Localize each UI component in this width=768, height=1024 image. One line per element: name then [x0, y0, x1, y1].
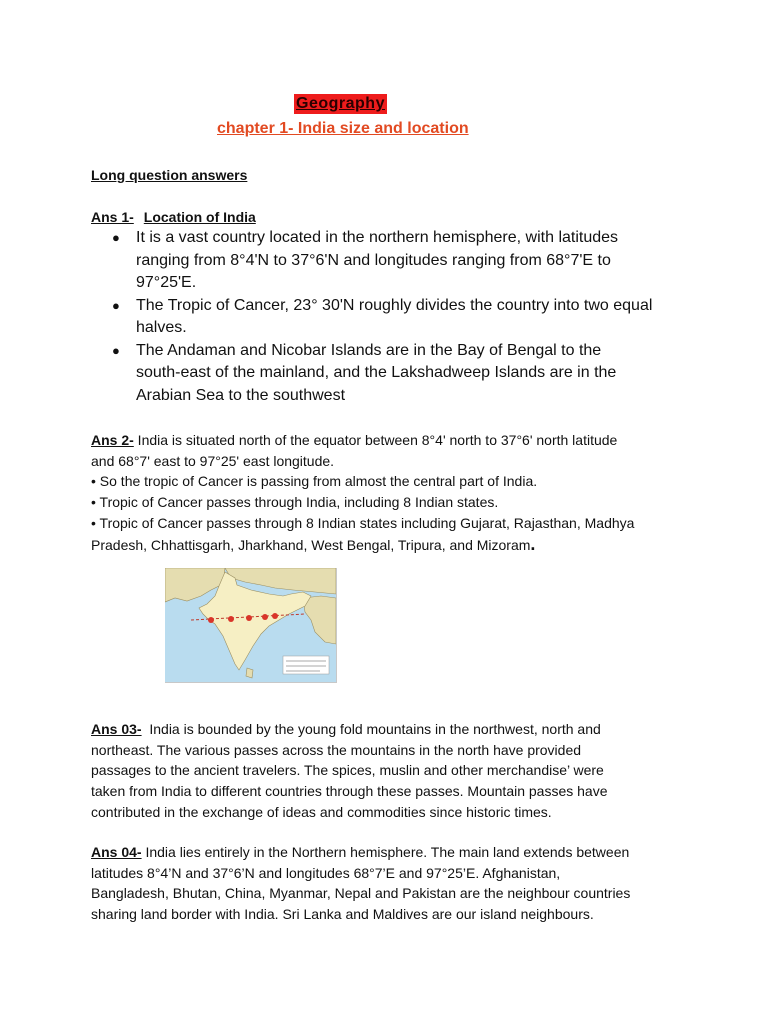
map-marker: [262, 614, 268, 620]
bullet-line: south-east of the mainland, and the Lakshadweep Islands are in the: [136, 364, 617, 381]
subject-title: Geography: [296, 95, 385, 112]
paragraph-line: India is bounded by the young fold mountains in the northwest, north and: [141, 721, 601, 737]
answer-3-paragraph: [91, 719, 691, 823]
answer-4-label: Ans 04-: [91, 844, 142, 860]
paragraph-line: India is situated north of the equator between 8°4' north to 37°6' north latitude: [133, 432, 618, 448]
paragraph-line: taken from India to different countries through these passes. Mountain passes have: [91, 783, 608, 800]
bullet-line: The Andaman and Nicobar Islands are in the Bay of Bengal to the: [136, 341, 602, 359]
answer-1-topic: Location of India: [143, 209, 256, 225]
bullet-line: Arabian Sea to the southwest: [136, 386, 346, 404]
map-marker: [228, 616, 234, 622]
answer-4-paragraph: [91, 842, 691, 925]
answer-2-label: Ans 2-: [91, 432, 134, 448]
india-tropic-of-cancer-map: [165, 568, 337, 683]
paragraph-line: • So the tropic of Cancer is passing from almost the central part of India.: [91, 473, 538, 490]
paragraph-line: northeast. The various passes across the mountains in the north have provided: [91, 741, 582, 758]
map-marker: [246, 615, 252, 621]
paragraph-line: sharing land border with India. Sri Lanka and Maldives are our island neighbours.: [91, 906, 594, 923]
paragraph-line: Bangladesh, Bhutan, China, Myanmar, Nepal and Pakistan are the neighbour countries: [91, 885, 631, 902]
map-marker: [208, 617, 214, 623]
paragraph-line: India lies entirely in the Northern hemisphere. The main land extends between: [141, 844, 630, 860]
list-item: [110, 227, 670, 295]
paragraph-line: • Tropic of Cancer passes through 8 Indian states including Gujarat, Rajasthan, Madhya: [91, 514, 635, 531]
bullet-line: halves.: [136, 319, 187, 336]
section-heading: Long question answers: [91, 167, 248, 183]
answer-1-label: Ans 1-: [91, 209, 134, 225]
paragraph-line: contributed in the exchange of ideas and commodities since historic times.: [91, 803, 552, 820]
bullet-icon: ●: [112, 230, 120, 245]
bullet-icon: ●: [112, 297, 120, 313]
bullet-line: 97°25'E.: [136, 274, 197, 291]
map-sri-lanka: [246, 668, 253, 678]
map-illustration: [165, 568, 336, 682]
list-item: [110, 295, 670, 340]
paragraph-line: latitudes 8°4’N and 37°6’N and longitudes 68°7’E and 97°25’E. Afghanistan,: [91, 864, 561, 881]
map-marker: [272, 613, 278, 619]
chapter-title: chapter 1- India size and location: [217, 120, 469, 137]
paragraph-line: and 68°7' east to 97°25' east longitude.: [91, 452, 335, 469]
answer-2-paragraph: [91, 430, 691, 555]
bullet-line: It is a vast country located in the northern hemisphere, with latitudes: [136, 229, 619, 246]
paragraph-line: Pradesh, Chhattisgarh, Jharkhand, West Bengal, Tripura, and Mizoram: [91, 536, 531, 553]
paragraph-line: passages to the ancient travelers. The spices, muslin and other merchandise’ were: [91, 762, 604, 779]
end-mark: .: [530, 533, 536, 554]
answer-1-heading: [91, 208, 256, 226]
list-item: [110, 340, 670, 408]
bullet-line: The Tropic of Cancer, 23° 30'N roughly divides the country into two equal: [136, 296, 653, 314]
bullet-icon: ●: [112, 342, 120, 358]
answer-1-bullet-list: [110, 227, 670, 407]
paragraph-line: • Tropic of Cancer passes through India, including 8 Indian states.: [91, 494, 499, 511]
bullet-line: ranging from 8°4'N to 37°6'N and longitudes ranging from 68°7'E to: [136, 251, 611, 269]
answer-3-label: Ans 03-: [91, 721, 142, 737]
